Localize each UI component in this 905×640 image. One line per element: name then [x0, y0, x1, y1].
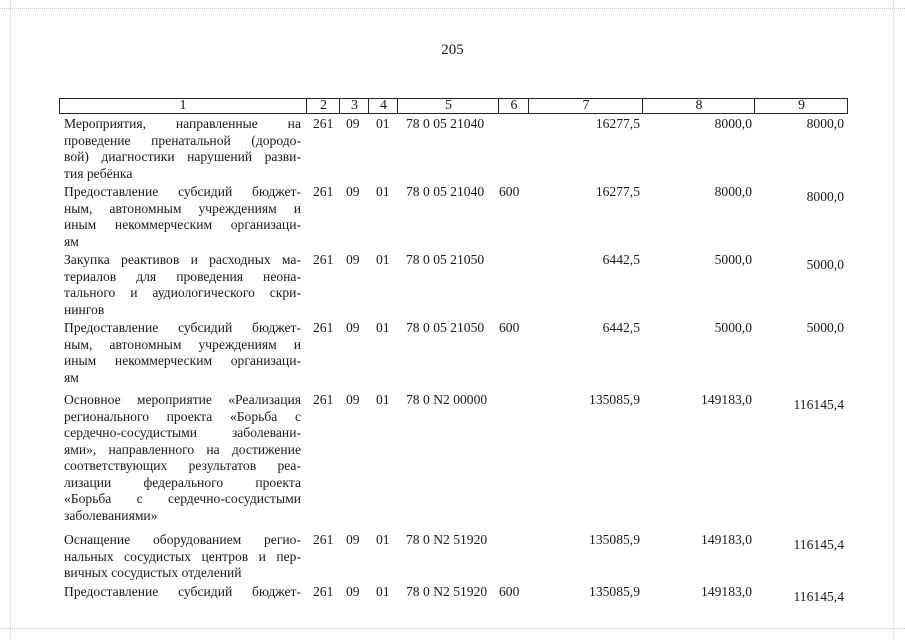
cell-amount-year1: 135085,9	[589, 584, 640, 599]
cell-section: 09	[346, 116, 360, 131]
cell-subsection: 01	[376, 584, 390, 599]
scan-edge-right	[893, 0, 895, 640]
description-line: ям	[64, 369, 79, 385]
cell-amount-year2: 149183,0	[701, 392, 752, 407]
cell-subsection: 01	[376, 392, 390, 407]
header-col-2: 2	[306, 99, 340, 113]
cell-expense-type: 600	[499, 584, 520, 599]
cell-ministry-code: 261	[313, 532, 334, 547]
row-description	[64, 116, 301, 182]
cell-amount-year1: 6442,5	[602, 320, 640, 335]
cell-ministry-code: 261	[313, 116, 334, 131]
header-col-8: 8	[642, 99, 755, 113]
description-line: тия ребёнка	[64, 165, 133, 181]
cell-section: 09	[346, 252, 360, 267]
cell-amount-year2: 8000,0	[714, 116, 752, 131]
row-description	[64, 392, 301, 524]
page-number: 205	[441, 42, 464, 58]
header-col-5: 5	[397, 99, 499, 113]
cell-target-article: 78 0 05 21040	[406, 116, 485, 131]
cell-target-article: 78 0 05 21050	[406, 252, 485, 267]
cell-section: 09	[346, 584, 360, 599]
description-line: нальных сосудистых центров и пер-	[64, 548, 301, 564]
row-description	[64, 532, 301, 582]
cell-target-article: 78 0 N2 51920	[406, 584, 488, 599]
cell-amount-year1: 16277,5	[595, 184, 640, 199]
cell-section: 09	[346, 392, 360, 407]
cell-section: 09	[346, 320, 360, 335]
description-line: ями», направленного на достижение	[64, 441, 301, 457]
cell-amount-year3: 116145,4	[793, 397, 844, 412]
cell-ministry-code: 261	[313, 392, 334, 407]
cell-expense-type: 600	[499, 320, 520, 335]
header-col-7: 7	[528, 99, 643, 113]
description-line: сердечно-сосудистыми заболевани-	[64, 425, 301, 440]
description-line: ным, автономным учреждениям и	[64, 200, 301, 216]
cell-amount-year2: 8000,0	[714, 184, 752, 199]
cell-amount-year2: 149183,0	[701, 584, 752, 599]
description-line: проведение пренатальной (дородо-	[64, 132, 301, 148]
description-line: териалов для проведения неона-	[64, 268, 301, 284]
description-line: регионального проекта «Борьба с	[64, 408, 301, 424]
cell-subsection: 01	[376, 532, 390, 547]
description-line: Предоставление субсидий бюджет-	[64, 584, 301, 599]
description-line: иным некоммерческим организаци-	[64, 353, 301, 368]
header-col-4: 4	[368, 99, 398, 113]
table-header	[59, 98, 848, 114]
description-line: вой) диагностики нарушений разви-	[64, 149, 301, 164]
row-description	[64, 252, 301, 318]
header-col-9: 9	[754, 99, 848, 113]
cell-amount-year3: 116145,4	[793, 589, 844, 604]
scan-edge-top	[0, 8, 905, 10]
description-line: Оснащение оборудованием регио-	[64, 532, 301, 547]
cell-expense-type: 600	[499, 184, 520, 199]
description-line: Закупка реактивов и расходных ма-	[64, 252, 301, 267]
cell-target-article: 78 0 05 21050	[406, 320, 485, 335]
description-line: заболеваниями»	[64, 507, 158, 523]
cell-amount-year2: 149183,0	[701, 532, 752, 547]
cell-target-article: 78 0 N2 00000	[406, 392, 488, 407]
description-line: Предоставление субсидий бюджет-	[64, 184, 301, 199]
description-line: вичных сосудистых отделений	[64, 565, 242, 580]
cell-amount-year1: 135085,9	[589, 392, 640, 407]
description-line: иным некоммерческим организаци-	[64, 217, 301, 232]
description-line: «Борьба с сердечно-сосудистыми	[64, 491, 301, 506]
cell-amount-year3: 116145,4	[793, 537, 844, 552]
cell-target-article: 78 0 N2 51920	[406, 532, 488, 547]
cell-amount-year3: 5000,0	[806, 320, 844, 335]
row-description	[64, 320, 301, 386]
scan-edge-bottom	[0, 628, 905, 630]
header-col-6: 6	[498, 99, 529, 113]
description-line: ям	[64, 233, 79, 249]
row-description	[64, 184, 301, 250]
cell-amount-year2: 5000,0	[714, 252, 752, 267]
cell-amount-year1: 16277,5	[595, 116, 640, 131]
cell-amount-year3: 8000,0	[806, 116, 844, 131]
description-line: Основное мероприятие «Реализация	[64, 392, 301, 407]
cell-subsection: 01	[376, 184, 390, 199]
cell-subsection: 01	[376, 116, 390, 131]
cell-amount-year2: 5000,0	[714, 320, 752, 335]
description-line: Предоставление субсидий бюджет-	[64, 320, 301, 335]
description-line: ным, автономным учреждениям и	[64, 336, 301, 352]
row-description	[64, 584, 301, 601]
cell-section: 09	[346, 184, 360, 199]
cell-ministry-code: 261	[313, 184, 334, 199]
cell-subsection: 01	[376, 252, 390, 267]
cell-amount-year3: 8000,0	[806, 189, 844, 204]
cell-section: 09	[346, 532, 360, 547]
cell-amount-year1: 135085,9	[589, 532, 640, 547]
cell-subsection: 01	[376, 320, 390, 335]
description-line: тального и аудиологического скри-	[64, 285, 301, 300]
description-line: лизации федерального проекта	[64, 474, 301, 490]
cell-ministry-code: 261	[313, 252, 334, 267]
header-col-1: 1	[179, 98, 187, 113]
header-col-3: 3	[339, 99, 369, 113]
cell-ministry-code: 261	[313, 584, 334, 599]
cell-amount-year1: 6442,5	[602, 252, 640, 267]
description-line: Мероприятия, направленные на	[64, 116, 301, 131]
cell-amount-year3: 5000,0	[806, 257, 844, 272]
description-line: нингов	[64, 301, 105, 317]
scan-edge-left	[10, 0, 12, 640]
description-line: соответствующих результатов реа-	[64, 458, 301, 473]
cell-target-article: 78 0 05 21040	[406, 184, 485, 199]
cell-ministry-code: 261	[313, 320, 334, 335]
